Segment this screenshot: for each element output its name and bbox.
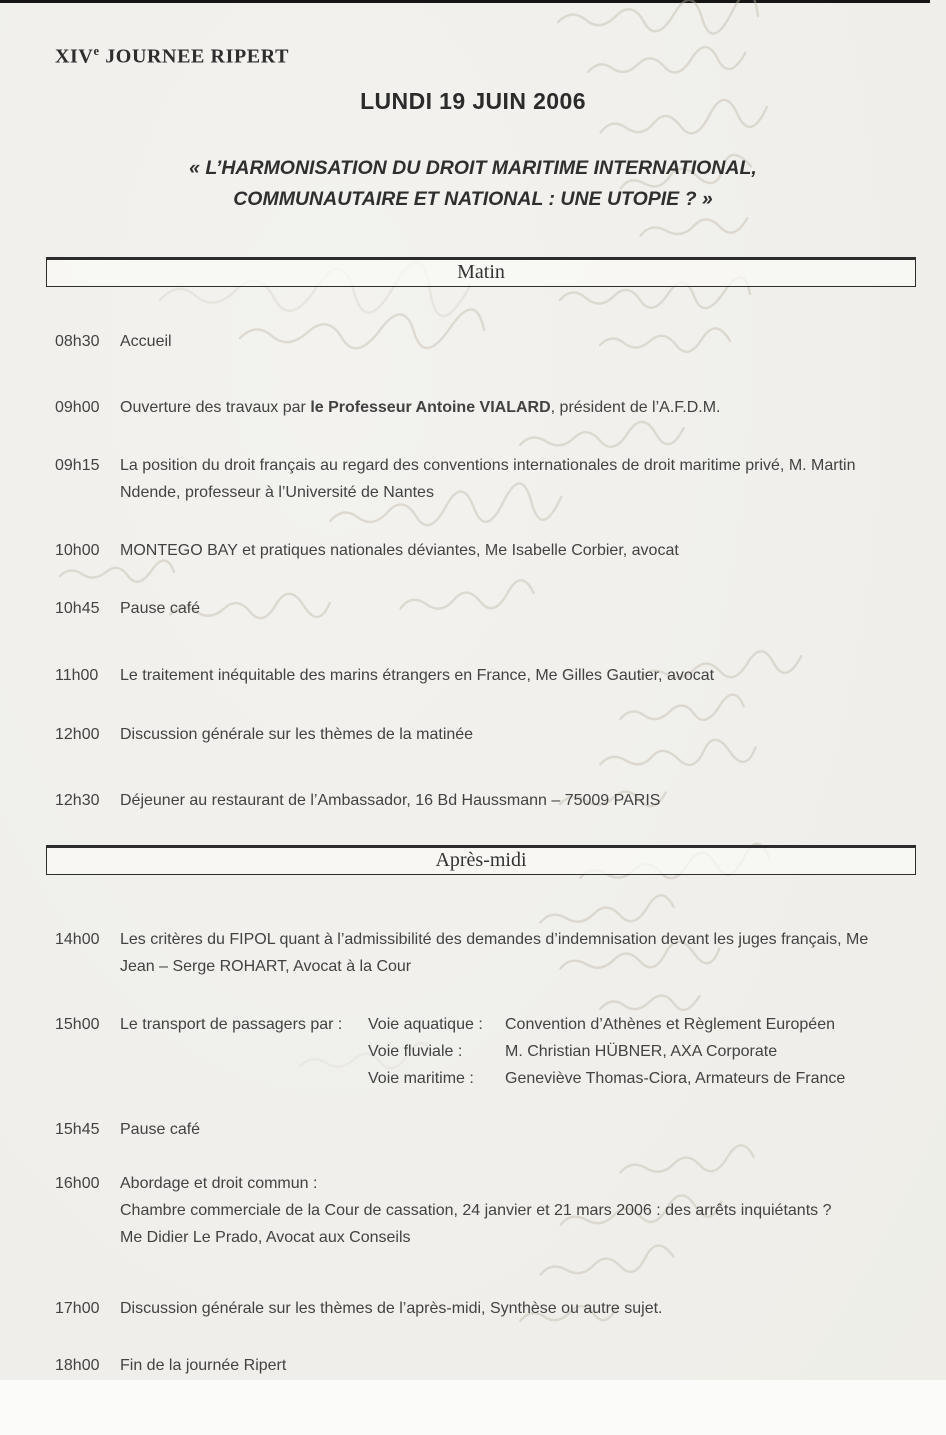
schedule-text: Déjeuner au restaurant de l’Ambassador, 16 Bd Haussmann – 75009 PARIS	[120, 792, 661, 809]
schedule-time: 15h45	[55, 1121, 100, 1138]
schedule-text: Pause café	[120, 1121, 201, 1138]
schedule-row-1045	[55, 595, 920, 622]
schedule-row-1100	[55, 662, 920, 689]
schedule-text: La position du droit français au regard des conventions internationales de droit maritime privé, M. Martin Ndende, professeur à l’Université de Nantes	[120, 457, 856, 501]
schedule-time: 09h15	[55, 457, 100, 474]
transport-modes	[368, 1011, 845, 1092]
transport-mode-value: Convention d’Athènes et Règlement Européen	[505, 1016, 835, 1033]
event-date: LUNDI 19 JUIN 2006	[360, 88, 586, 114]
schedule-time: 11h00	[55, 667, 99, 684]
section-header-apres-midi: Après-midi	[46, 845, 916, 875]
schedule-time: 14h00	[55, 931, 100, 948]
series-title	[55, 44, 289, 69]
schedule-time: 10h45	[55, 600, 100, 617]
schedule-time: 09h00	[55, 399, 100, 416]
series-title-prefix: XIV	[55, 45, 94, 68]
schedule-text-suffix: , président de l’A.F.D.M.	[550, 399, 721, 416]
schedule-row-0915	[55, 452, 920, 506]
conference-title-line2: COMMUNAUTAIRE ET NATIONAL : UNE UTOPIE ? »	[233, 188, 713, 210]
schedule-text-line: Abordage et droit commun :	[120, 1175, 318, 1192]
schedule-row-1200	[55, 721, 920, 748]
schedule-text-line: Me Didier Le Prado, Avocat aux Conseils	[120, 1229, 411, 1246]
conference-title-line1: « L’HARMONISATION DU DROIT MARITIME INTERNATIONAL,	[189, 157, 757, 179]
schedule-text: Discussion générale sur les thèmes de l’après-midi, Synthèse ou autre sujet.	[120, 1300, 663, 1317]
page-bottom-margin	[0, 1380, 946, 1435]
schedule-time: 12h00	[55, 726, 100, 743]
schedule-row-1230	[55, 787, 920, 814]
schedule-time: 10h00	[55, 542, 100, 559]
transport-mode-label: Voie fluviale :	[368, 1043, 463, 1060]
transport-mode-value: Geneviève Thomas-Ciora, Armateurs de France	[505, 1070, 846, 1087]
schedule-row-1000	[55, 537, 920, 564]
schedule-time: 15h00	[55, 1016, 100, 1033]
schedule-text: Pause café	[120, 600, 201, 617]
section-header-matin: Matin	[46, 257, 916, 287]
schedule-text	[120, 1170, 865, 1251]
schedule-text: Les critères du FIPOL quant à l’admissibilité des demandes d’indemnisation devant les juges français, Me Jean – Serge ROHART, Avocat à la Cour	[120, 931, 869, 975]
transport-mode-label: Voie maritime :	[368, 1070, 474, 1087]
schedule-text: Accueil	[120, 333, 172, 350]
schedule-time: 16h00	[55, 1175, 100, 1192]
schedule-row-1600	[55, 1170, 865, 1251]
schedule-row-1800	[55, 1352, 920, 1379]
schedule-text: Discussion générale sur les thèmes de la matinée	[120, 726, 474, 743]
transport-intro: Le transport de passagers par :	[120, 1016, 343, 1033]
series-title-rest: JOURNEE RIPERT	[99, 45, 290, 68]
schedule-time: 18h00	[55, 1357, 100, 1374]
schedule-row-1545	[55, 1116, 920, 1143]
schedule-row-1400	[55, 926, 900, 980]
series-title-superscript: e	[93, 44, 100, 58]
schedule-text	[120, 394, 920, 421]
conference-title	[0, 153, 946, 215]
schedule-text-line: Chambre commerciale de la Cour de cassation, 24 janvier et 21 mars 2006 : des arrêts inquiétants ?	[120, 1202, 832, 1219]
transport-mode-label: Voie aquatique :	[368, 1016, 483, 1033]
schedule-time: 17h00	[55, 1300, 100, 1317]
schedule-text: MONTEGO BAY et pratiques nationales déviantes, Me Isabelle Corbier, avocat	[120, 542, 679, 559]
schedule-text: Le traitement inéquitable des marins étrangers en France, Me Gilles Gautier, avocat	[120, 667, 715, 684]
schedule-time: 12h30	[55, 792, 100, 809]
schedule-row-0900	[55, 394, 920, 421]
schedule-row-0830	[55, 328, 920, 355]
schedule-row-1700	[55, 1295, 920, 1322]
schedule-text	[120, 1011, 920, 1092]
schedule-text: Fin de la journée Ripert	[120, 1357, 287, 1374]
schedule-row-1500	[55, 1011, 920, 1092]
speaker-name-bold: le Professeur Antoine VIALARD	[310, 399, 551, 416]
schedule-text-prefix: Ouverture des travaux par	[120, 399, 311, 416]
transport-mode-value: M. Christian HÜBNER, AXA Corporate	[505, 1043, 778, 1060]
schedule-time: 08h30	[55, 333, 100, 350]
